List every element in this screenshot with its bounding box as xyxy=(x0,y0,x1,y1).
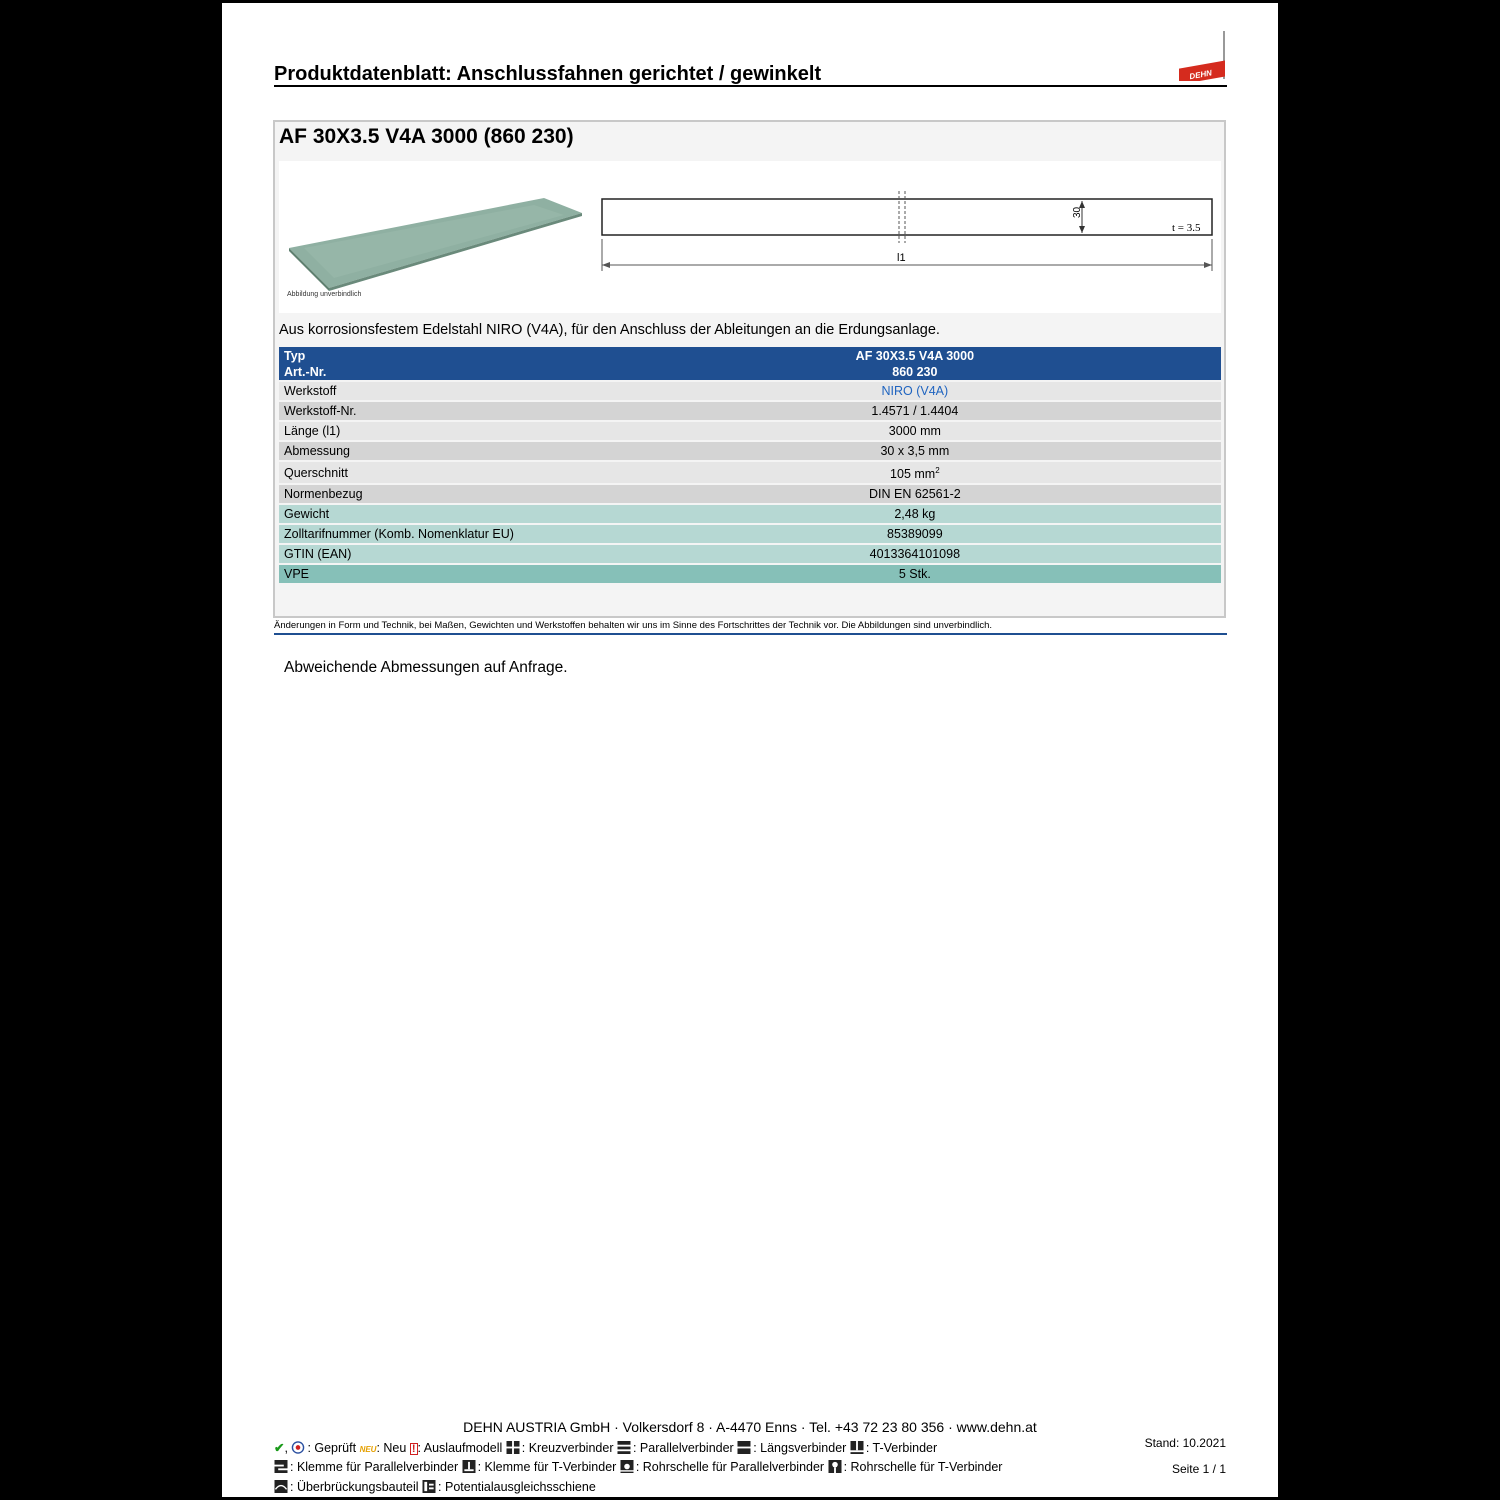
legend-kreuz: : Kreuzverbinder xyxy=(521,1441,614,1455)
photo-caption: Abbildung unverbindlich xyxy=(287,291,362,298)
footer-page-number: Seite 1 / 1 xyxy=(1171,1462,1226,1476)
clamp-t-icon xyxy=(462,1460,476,1473)
spec-value xyxy=(609,462,1221,483)
spec-value: 85389099 xyxy=(609,525,1221,543)
dim-length-label: l1 xyxy=(897,252,906,264)
spec-label: Zolltarifnummer (Komb. Nomenklatur EU) xyxy=(279,525,609,543)
legend-t: : T-Verbinder xyxy=(865,1441,938,1455)
legend-parallel: : Parallelverbinder xyxy=(632,1441,734,1455)
disclaimer-divider xyxy=(274,633,1227,635)
spec-header-values xyxy=(609,347,1221,380)
spec-value: 1.4571 / 1.4404 xyxy=(609,402,1221,420)
legend-potential: : Potentialausgleichsschiene xyxy=(438,1480,596,1494)
legend-rohr-par: : Rohrschelle für Parallelverbinder xyxy=(635,1460,825,1474)
spec-value: 4013364101098 xyxy=(609,545,1221,563)
legend-auslauf: : Auslaufmodell xyxy=(417,1441,503,1455)
spec-value: 2,48 kg xyxy=(609,505,1221,523)
approval-seal-icon xyxy=(291,1441,305,1454)
spec-row xyxy=(279,505,1221,523)
spec-row xyxy=(279,462,1221,483)
disclaimer: Änderungen in Form und Technik, bei Maßen, Gewichten und Werkstoffen behalten wir uns im Sinne des Fortschrittes der Technik vor. Die Abbildungen sind unverbindlich. xyxy=(274,620,993,631)
spec-value: 5 Stk. xyxy=(609,565,1221,583)
spec-header-labels xyxy=(279,347,609,380)
longitudinal-connector-icon xyxy=(737,1441,751,1454)
spec-row xyxy=(279,402,1221,420)
equipotential-bar-icon xyxy=(422,1480,436,1493)
spec-label: Länge (l1) xyxy=(279,422,609,440)
t-connector-icon xyxy=(850,1441,864,1454)
legend-rohr-t: : Rohrschelle für T-Verbinder xyxy=(843,1460,1003,1474)
cross-section-value: 105 mm xyxy=(890,467,936,482)
spec-table xyxy=(279,345,1221,585)
spec-label: Normenbezug xyxy=(279,485,609,503)
spec-row xyxy=(279,565,1221,583)
legend-line-3 xyxy=(274,1480,596,1494)
dim-thickness-label: t = 3.5 xyxy=(1172,222,1201,234)
footer-stand: Stand: 10.2021 xyxy=(1144,1436,1226,1450)
material-link[interactable]: NIRO (V4A) xyxy=(881,384,949,398)
legend-laengs: : Längsverbinder xyxy=(753,1441,847,1455)
spec-value: DIN EN 62561-2 xyxy=(609,485,1221,503)
product-title: AF 30X3.5 V4A 3000 (860 230) xyxy=(279,125,574,148)
spec-row xyxy=(279,545,1221,563)
header-label-art: Art.-Nr. xyxy=(284,364,327,379)
spec-value: 30 x 3,5 mm xyxy=(609,442,1221,460)
legend-line-1: ✔, : Geprüft NEU: Neu ! : Auslaufmodell : Kreuzverbinder : Parallelverbinder : Längsverbinder : T-Verbinder xyxy=(274,1441,938,1455)
cross-section-sup: 2 xyxy=(935,466,940,475)
legend-ueberbr: : Überbrückungsbauteil xyxy=(290,1480,419,1494)
spec-row xyxy=(279,485,1221,503)
pipe-clamp-t-icon xyxy=(828,1460,842,1473)
spec-label: Abmessung xyxy=(279,442,609,460)
spec-row xyxy=(279,422,1221,440)
spec-value[interactable] xyxy=(609,382,1221,400)
spec-header-row xyxy=(279,347,1221,380)
spec-row xyxy=(279,382,1221,400)
spec-label: Werkstoff-Nr. xyxy=(279,402,609,420)
dim-width-label: 30 xyxy=(1072,206,1083,218)
dimension-drawing xyxy=(597,185,1217,275)
logo-text: DEHN xyxy=(1188,68,1213,81)
pipe-clamp-parallel-icon xyxy=(620,1460,634,1473)
check-icon: ✔ xyxy=(274,1441,285,1455)
header-value-typ: AF 30X3.5 V4A 3000 xyxy=(855,348,975,363)
spec-label: Werkstoff xyxy=(279,382,609,400)
spec-label: Querschnitt xyxy=(279,462,609,483)
product-description: Aus korrosionsfestem Edelstahl NIRO (V4A), für den Anschluss der Ableitungen an die Erdungsanlage. xyxy=(279,322,940,338)
spec-label: GTIN (EAN) xyxy=(279,545,609,563)
spec-value: 3000 mm xyxy=(609,422,1221,440)
title-divider xyxy=(274,85,1227,87)
legend-geprueft: : Geprüft xyxy=(307,1441,357,1455)
header-label-typ: Typ xyxy=(284,348,306,363)
spec-label: VPE xyxy=(279,565,609,583)
availability-note: Abweichende Abmessungen auf Anfrage. xyxy=(284,659,568,676)
bridging-component-icon xyxy=(274,1480,288,1493)
cross-connector-icon xyxy=(506,1441,520,1454)
legend-line-2 xyxy=(274,1460,1002,1474)
discontinued-icon: ! xyxy=(411,1443,416,1455)
spec-label: Gewicht xyxy=(279,505,609,523)
parallel-connector-icon xyxy=(617,1441,631,1454)
spec-row xyxy=(279,525,1221,543)
product-photo xyxy=(284,193,584,293)
header-value-art: 860 230 xyxy=(892,364,938,379)
legend-klemme-par: : Klemme für Parallelverbinder xyxy=(290,1460,459,1474)
page-title: Produktdatenblatt: Anschlussfahnen gerichtet / gewinkelt xyxy=(274,63,822,85)
datasheet-page xyxy=(222,3,1278,1497)
legend-klemme-t: : Klemme für T-Verbinder xyxy=(477,1460,617,1474)
dehn-logo xyxy=(1177,31,1227,81)
clamp-parallel-icon xyxy=(274,1460,288,1473)
footer-address: DEHN AUSTRIA GmbH · Volkersdorf 8 · A-4470 Enns · Tel. +43 72 23 80 356 · www.dehn.at xyxy=(463,1419,1037,1435)
spec-row xyxy=(279,442,1221,460)
legend-neu: : Neu xyxy=(376,1441,407,1455)
new-badge-icon: NEU xyxy=(359,1445,377,1454)
